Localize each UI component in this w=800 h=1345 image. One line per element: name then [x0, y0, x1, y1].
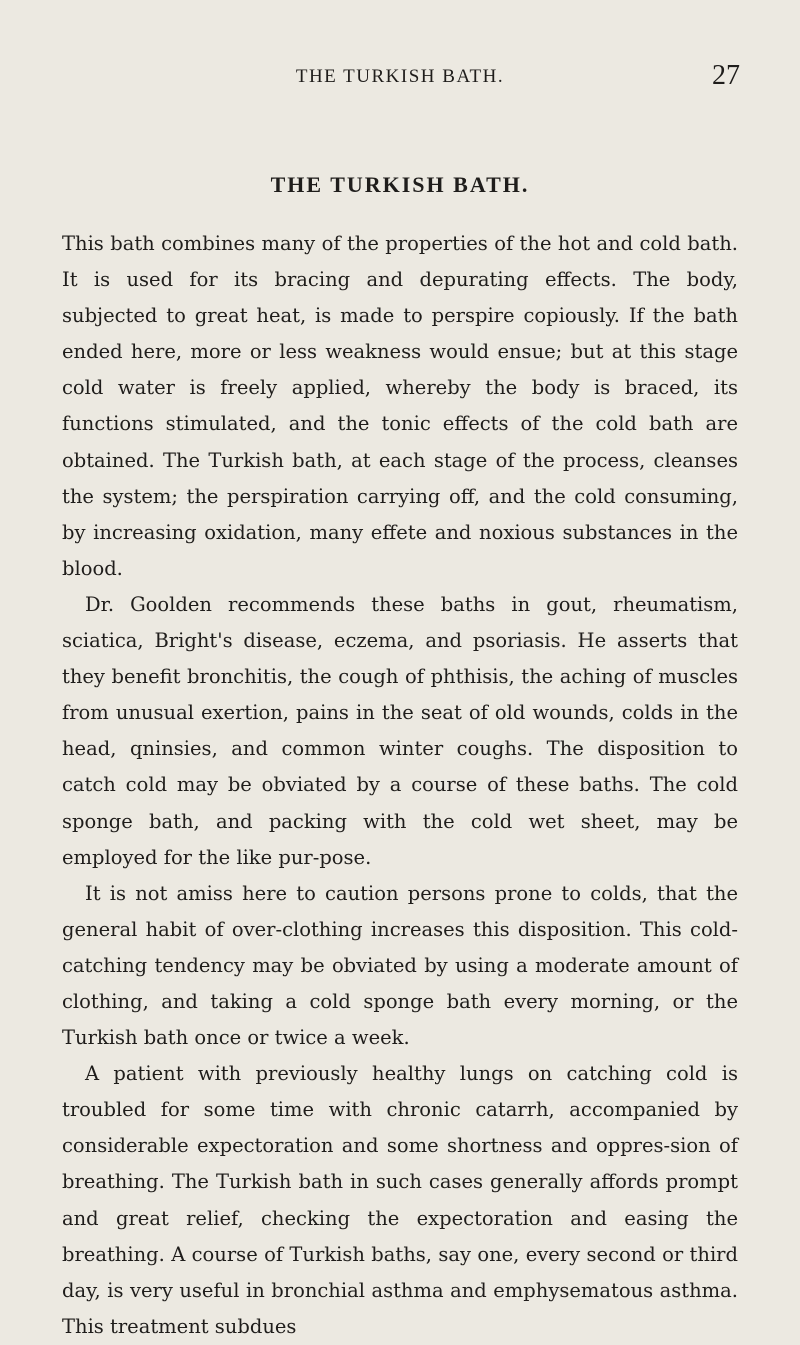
- paragraph: This bath combines many of the properties of the hot and cold bath. It is used for its bracing and depurating effects. The body, subjected to great heat, is made to perspire copiously. If the bath ended here, more or less weakness would ensue; but at this stage cold water is freely applied, whereby the body is braced, its functions stimulated, and the tonic effects of the cold bath are obtained. The Turkish bath, at each stage of the process, cleanses the system; the perspiration carrying off, and the cold consuming, by increasing oxidation, many effete and noxious substances in the blood.: [62, 232, 738, 580]
- paragraph: It is not amiss here to caution persons prone to colds, that the general habit of over-clothing increases this disposition. This cold-catching tendency may be obviated by using a moderate amount of clothing, and taking a cold sponge bath every morning, or the Turkish bath once or twice a week.: [62, 881, 738, 1050]
- page-number: 27: [712, 60, 740, 91]
- body-text: [62, 226, 738, 1345]
- running-title: THE TURKISH BATH.: [295, 66, 505, 87]
- section-title: THE TURKISH BATH.: [270, 172, 530, 197]
- paragraph: Dr. Goolden recommends these baths in gout, rheumatism, sciatica, Bright's disease, eczema, and psoriasis. He asserts that they benefit bronchitis, the cough of phthisis, the aching of muscles from unusual exertion, pains in the seat of old wounds, colds in the head, qninsies, and common winter coughs. The disposition to catch cold may be obviated by a course of these baths. The cold sponge bath, and packing with the cold wet sheet, may be employed for the like pur-pose.: [62, 592, 738, 869]
- paragraph: A patient with previously healthy lungs on catching cold is troubled for some time with chronic catarrh, accompanied by considerable expectoration and some shortness and oppres-sion of breathing. The Turkish bath in such cases generally affords prompt and great relief, checking the expectoration and easing the breathing. A course of Turkish baths, say one, every second or third day, is very useful in bronchial asthma and emphysematous asthma. This treatment subdues: [62, 1062, 738, 1338]
- running-head: [0, 60, 800, 91]
